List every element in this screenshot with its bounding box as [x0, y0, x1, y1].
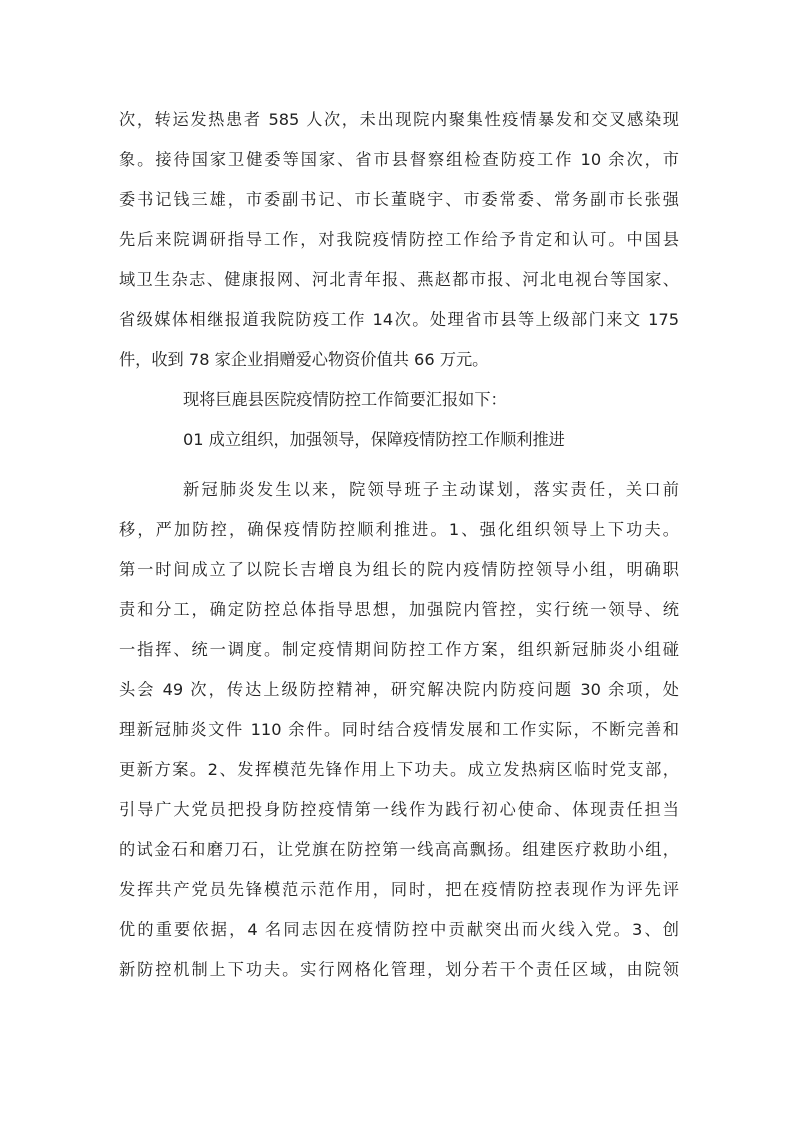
text-line: 头会 49 次，传达上级防控精神，研究解决院内防疫问题 30 余项，处 — [119, 680, 679, 699]
text-line: 先后来院调研指导工作，对我院疫情防控工作给予肯定和认可。中国县 — [119, 230, 679, 249]
text-line: 象。接待国家卫健委等国家、省市县督察组检查防疫工作 10 余次，市 — [119, 150, 679, 169]
text-line: 的试金石和磨刀石，让党旗在防控第一线高高飘扬。组建医疗救助小组， — [119, 840, 679, 859]
text-line: 第一时间成立了以院长吉增良为组长的院内疫情防控领导小组，明确职 — [119, 560, 679, 579]
text-line: 一指挥、统一调度。制定疫情期间防控工作方案，组织新冠肺炎小组碰 — [119, 640, 679, 659]
text-line: 优的重要依据，4 名同志因在疫情防控中贡献突出而火线入党。3、创 — [119, 920, 679, 939]
text-line: 更新方案。2、发挥模范先锋作用上下功夫。成立发热病区临时党支部， — [119, 760, 679, 779]
text-line: 件，收到 78 家企业捐赠爱心物资价值共 66 万元。 — [119, 350, 489, 369]
section-heading: 01 成立组织，加强领导，保障疫情防控工作顺利推进 — [183, 430, 565, 449]
text-line: 域卫生杂志、健康报网、河北青年报、燕赵都市报、河北电视台等国家、 — [119, 270, 679, 289]
text-line: 引导广大党员把投身防控疫情第一线作为践行初心使命、体现责任担当 — [119, 800, 679, 819]
paragraph-intro: 现将巨鹿县医院疫情防控工作简要汇报如下： — [183, 390, 507, 409]
text-line: 新冠肺炎发生以来，院领导班子主动谋划，落实责任，关口前 — [183, 480, 679, 499]
text-line: 发挥共产党员先锋模范示范作用，同时，把在疫情防控表现作为评先评 — [119, 880, 679, 899]
text-line: 次，转运发热患者 585 人次，未出现院内聚集性疫情暴发和交叉感染现 — [119, 110, 679, 129]
text-line: 委书记钱三雄，市委副书记、市长董晓宇、市委常委、常务副市长张强 — [119, 190, 679, 209]
text-line: 移，严加防控，确保疫情防控顺利推进。1、强化组织领导上下功夫。 — [119, 520, 679, 539]
text-line: 责和分工，确定防控总体指导思想，加强院内管控，实行统一领导、统 — [119, 600, 679, 619]
text-line: 理新冠肺炎文件 110 余件。同时结合疫情发展和工作实际，不断完善和 — [119, 720, 679, 739]
text-line: 新防控机制上下功夫。实行网格化管理，划分若干个责任区域，由院领 — [119, 960, 679, 979]
text-line: 省级媒体相继报道我院防疫工作 14次。处理省市县等上级部门来文 175 — [119, 310, 679, 329]
